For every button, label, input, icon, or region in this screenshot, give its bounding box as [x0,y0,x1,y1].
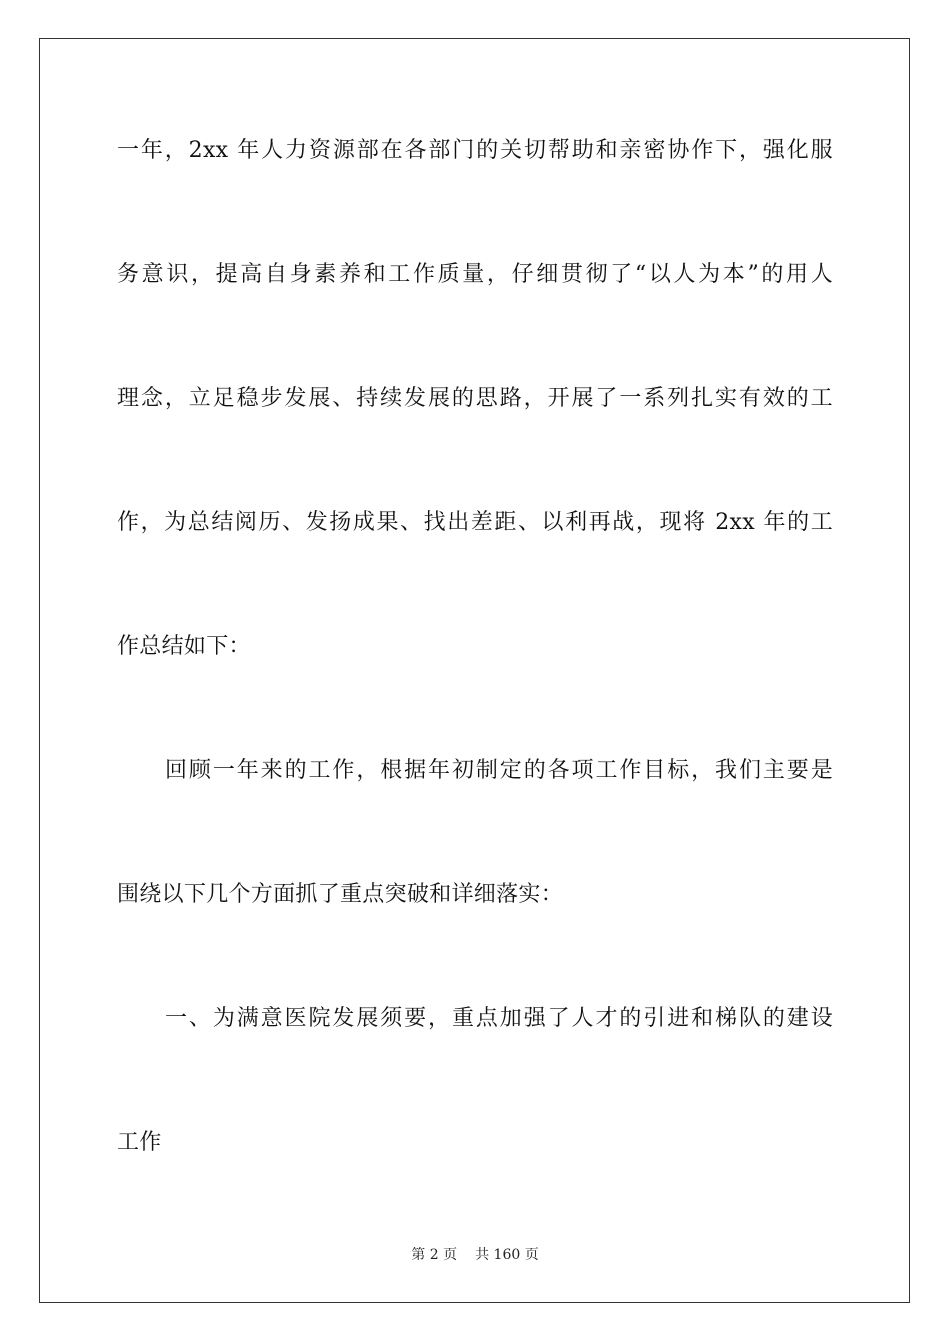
page-border [39,38,910,1303]
page-footer [0,1246,950,1264]
paragraph-1-line-4: 作，为总结阅历、发扬成果、找出差距、以利再战，现将 2xx 年的工 [117,510,833,535]
page-total: 共 160 页 [475,1247,539,1263]
paragraph-1-line-1: 一年，2xx 年人力资源部在各部门的关切帮助和亲密协作下，强化服 [117,138,833,163]
paragraph-2-line-2: 围绕以下几个方面抓了重点突破和详细落实： [117,882,564,907]
page-number: 第 2 页 [411,1247,458,1263]
section-heading-line-2: 工作 [117,1130,162,1155]
paragraph-1-line-2: 务意识，提高自身素养和工作质量，仔细贯彻了“以人为本”的用人 [117,262,833,287]
paragraph-1-line-3: 理念，立足稳步发展、持续发展的思路，开展了一系列扎实有效的工 [117,386,833,411]
paragraph-1-line-5: 作总结如下： [117,634,251,659]
section-heading-line-1: 一、为满意医院发展须要，重点加强了人才的引进和梯队的建设 [165,1006,833,1031]
paragraph-2-line-1: 回顾一年来的工作，根据年初制定的各项工作目标，我们主要是 [165,758,833,783]
